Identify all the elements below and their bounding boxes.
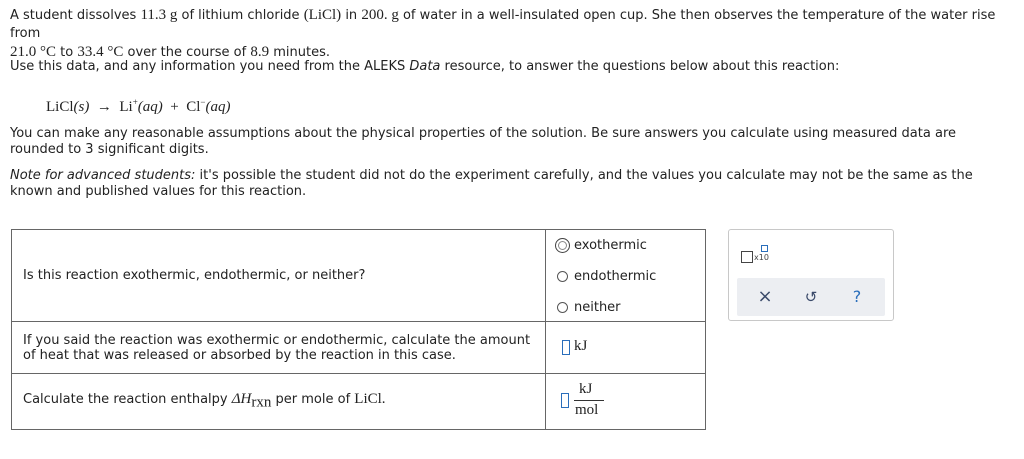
mantissa-box-icon: [741, 251, 753, 263]
intro-text: A student dissolves: [10, 8, 141, 23]
fraction-bar: [574, 400, 604, 401]
answer-cell-3: [547, 374, 705, 429]
question-row-1: [12, 230, 705, 322]
radio-circle[interactable]: [557, 271, 568, 282]
intro-text: over the course of: [123, 45, 251, 60]
water-mass: 200.: [361, 7, 388, 23]
exponent-box-icon: [761, 245, 768, 252]
unit-kj: kJ: [574, 338, 588, 354]
intro-text: of water in a well-insulated open cup. She then observes the temperature of the water rise from: [10, 8, 996, 41]
radio-label: exothermic: [574, 238, 647, 253]
temperature-end: 33.4 °C: [77, 44, 124, 60]
radio-circle-selected[interactable]: [555, 238, 570, 253]
question-row-3: [12, 374, 705, 429]
intro-text: of lithium chloride: [177, 8, 304, 23]
answer-cell-2: [547, 322, 705, 373]
data-resource-link: Data: [409, 59, 441, 74]
reaction-arrow: →: [96, 99, 112, 115]
help-icon[interactable]: ?: [852, 287, 862, 306]
question-1-text: Is this reaction exothermic, endothermic, or neither?: [23, 268, 366, 283]
radio-endothermic[interactable]: [557, 269, 656, 284]
intro-text: to: [56, 45, 78, 60]
tool-buttons-bar: [737, 278, 885, 316]
x10-label: x10: [754, 253, 769, 262]
unit-numerator-kj: kJ: [579, 381, 593, 397]
solute-mass: 11.3: [140, 7, 167, 23]
radio-label: neither: [574, 300, 621, 315]
enthalpy-answer-input[interactable]: [561, 393, 569, 408]
undo-icon[interactable]: ↺: [804, 288, 818, 306]
formula-licl: (LiCl): [303, 7, 342, 23]
radio-circle[interactable]: [557, 302, 568, 313]
temperature-start: 21.0 °C: [10, 44, 57, 60]
intro-text: in: [341, 8, 362, 23]
unit-denominator-mol: mol: [575, 402, 599, 418]
question-2-text: If you said the reaction was exothermic or endothermic, calculate the amount of heat that was released or absorbed by the reaction in this case.: [23, 333, 531, 363]
instruction-text: Use this data, and any information you need from the ALEKS Data resource, to answer the questions below about this reaction:: [10, 59, 840, 74]
radio-label: endothermic: [574, 269, 657, 284]
unit-g: g: [166, 7, 178, 23]
note-label: Note for advanced students:: [10, 168, 196, 183]
intro-text: minutes.: [269, 45, 330, 60]
question-table: [11, 229, 706, 430]
reaction-equation: LiCl(s) → Li+(aq) + Cl−(aq): [46, 97, 231, 115]
radio-neither[interactable]: [557, 300, 621, 315]
delta-h-symbol: ΔH: [231, 391, 252, 407]
elapsed-time: 8.9: [250, 44, 270, 60]
scientific-notation-button[interactable]: [741, 245, 777, 265]
unit-g: g: [387, 7, 399, 23]
clear-icon[interactable]: ×: [757, 286, 773, 307]
question-row-2: [12, 322, 705, 374]
radio-exothermic[interactable]: [557, 238, 647, 253]
assumption-text: You can make any reasonable assumptions about the physical properties of the solution. Be sure answers you calculate using measured data are rounded to 3 significant digits.: [10, 126, 956, 157]
advanced-note: Note for advanced students: it's possible the student did not do the experiment carefully, and the values you calculate may not be the same as the known and published values for this reaction.: [10, 168, 973, 199]
answer-tools-panel: [728, 229, 894, 321]
problem-statement: [10, 6, 1014, 62]
answer-cell-1: [547, 230, 705, 321]
question-3-text: Calculate the reaction enthalpy $\Delta H_{rxn}$ per mole of LiCl.: [23, 391, 386, 411]
heat-answer-input[interactable]: [562, 340, 570, 355]
